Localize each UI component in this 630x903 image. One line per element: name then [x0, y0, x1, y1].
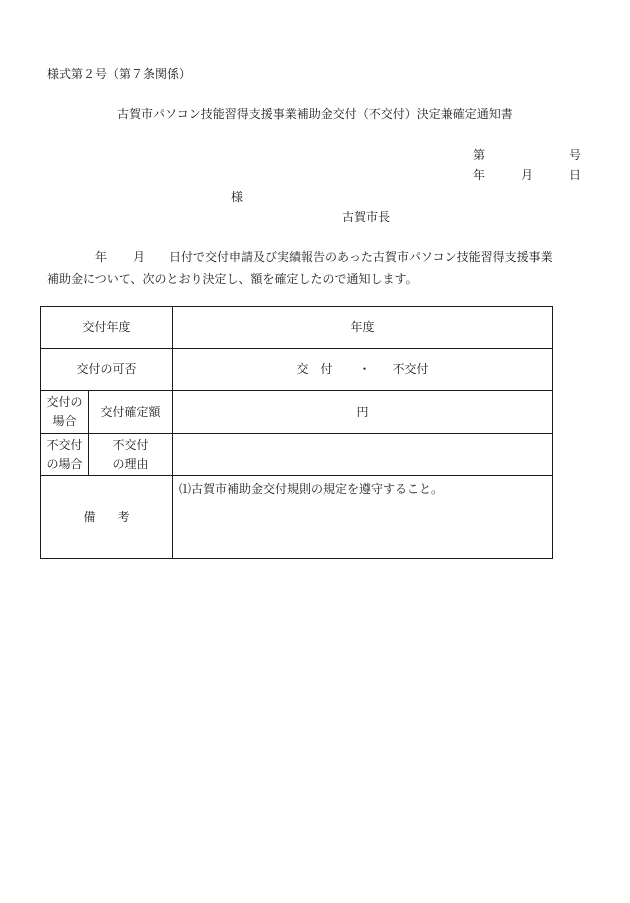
recipient-honorific: 様 — [231, 190, 244, 204]
remarks-label — [41, 476, 173, 559]
table-row-confirmed-amount — [41, 391, 553, 434]
decision-label: 交付の可否 — [41, 349, 173, 391]
nongrant-reason-value — [173, 434, 553, 476]
body-year-label: 年 — [95, 250, 108, 264]
decision-value — [173, 349, 553, 391]
fiscal-year-label: 交付年度 — [41, 307, 173, 349]
notification-table — [40, 306, 553, 559]
table-row-remarks — [41, 476, 553, 559]
decision-separator: ・ — [358, 362, 371, 377]
remarks-label-char-1: 備 — [83, 509, 96, 524]
issuer-name: 古賀市長 — [342, 210, 391, 224]
body-month-label: 月 — [133, 250, 146, 264]
nongrant-reason-label — [89, 434, 173, 476]
grant-case-label-line-2: 場合 — [52, 414, 77, 428]
body-line-2: 補助金について、次のとおり決定し、額を確定したので通知します。 — [47, 272, 418, 286]
table-row-fiscal-year — [41, 307, 553, 349]
remarks-text: ⑴古賀市補助金交付規則の規定を遵守すること。 — [173, 476, 553, 559]
nongrant-case-label — [41, 434, 89, 476]
reference-dai: 第 — [473, 148, 486, 162]
body-line-1 — [47, 251, 553, 263]
grant-case-label — [41, 391, 89, 434]
nongrant-reason-label-line-1: 不交付 — [112, 437, 149, 452]
date-day-label: 日 — [569, 168, 582, 182]
date-month-label: 月 — [521, 168, 534, 182]
document-title: 古賀市パソコン技能習得支援事業補助金交付（不交付）決定兼確定通知書 — [117, 107, 513, 121]
reference-go: 号 — [569, 148, 582, 162]
table-row-decision — [41, 349, 553, 391]
decision-kofu: 交 付 — [296, 362, 333, 377]
remarks-label-char-2: 考 — [117, 509, 130, 524]
nongrant-reason-label-line-2: の理由 — [112, 456, 149, 471]
confirmed-amount-value: 円 — [173, 391, 553, 434]
body-line-1-text: 日付で交付申請及び実績報告のあった古賀市パソコン技能習得支援事業 — [169, 250, 553, 264]
nongrant-case-label-line-2: の場合 — [46, 456, 83, 471]
form-number: 様式第２号（第７条関係） — [47, 67, 192, 81]
decision-fukofu: 不交付 — [392, 362, 429, 377]
nongrant-case-label-line-1: 不交付 — [46, 437, 83, 452]
fiscal-year-value: 年度 — [173, 307, 553, 349]
date-year-label: 年 — [473, 168, 486, 182]
table-row-nongrant-reason — [41, 434, 553, 476]
confirmed-amount-label: 交付確定額 — [89, 391, 173, 434]
grant-case-label-line-1: 交付の — [46, 395, 83, 410]
